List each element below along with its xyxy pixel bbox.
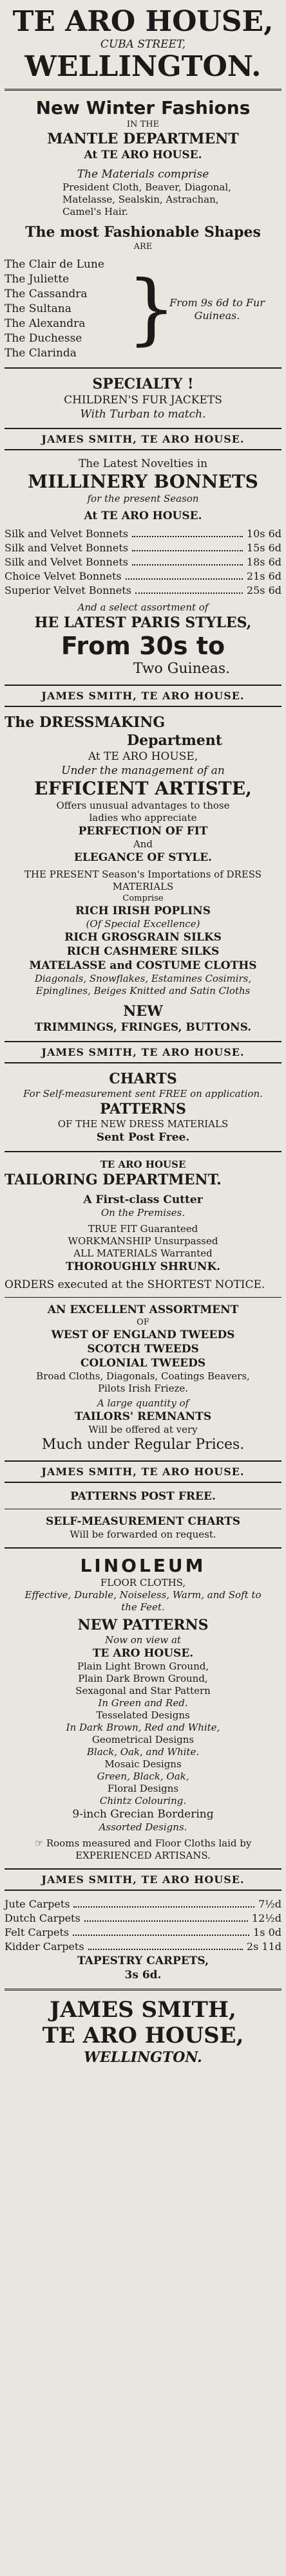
price-value: 21s 6d: [246, 570, 281, 582]
shape-item: The Juliette: [5, 273, 70, 286]
divider: [5, 1547, 281, 1549]
dress-l1: The DRESSMAKING: [5, 714, 166, 731]
signature-bar: JAMES SMITH, TE ARO HOUSE.: [5, 1041, 281, 1063]
winter-at: At TE ARO HOUSE.: [84, 149, 202, 161]
lino-l22: EXPERIENCED ARTISANS.: [75, 1850, 211, 1861]
lino-l13: Geometrical Designs: [91, 1734, 195, 1745]
tailor-l3: A First-class Cutter: [83, 1193, 203, 1206]
carpet-row: [5, 1897, 281, 1911]
lino-l8: Plain Dark Brown Ground,: [78, 1673, 208, 1684]
shape-item: The Cassandra: [5, 288, 88, 300]
advertisement-column: [5, 0, 281, 2066]
tailor-l2: TAILORING DEPARTMENT.: [5, 1172, 222, 1188]
charts-l3: PATTERNS: [100, 1101, 186, 1118]
shapes-price-range: From 9s 6d to Fur Guineas.: [169, 296, 265, 322]
winter-materials-intro: The Materials comprise: [77, 168, 209, 181]
tailor-l9: ORDERS executed at the SHORTEST NOTICE.: [5, 1278, 265, 1291]
tapestry-l2: 3s 6d.: [124, 1969, 162, 1982]
lino-l21: Rooms measured and Floor Cloths laid by: [46, 1837, 252, 1849]
masthead-city: WELLINGTON.: [24, 50, 262, 83]
price-value: 18s 6d: [246, 556, 281, 568]
charts-l1: CHARTS: [109, 1071, 177, 1087]
lino-l4: NEW PATTERNS: [77, 1617, 209, 1633]
patterns-post-section: [5, 1489, 281, 1541]
dressmaking-section: [5, 713, 281, 1035]
millinery-paris-styles: HE LATEST PARIS STYLES,: [34, 614, 252, 631]
divider: [5, 1151, 281, 1152]
winter-shapes-heading: The most Fashionable Shapes: [25, 224, 261, 241]
millinery-l2: MILLINERY BONNETS: [28, 471, 258, 492]
price-item: Choice Velvet Bonnets: [5, 570, 122, 582]
lino-l2: FLOOR CLOTHS,: [100, 1577, 186, 1588]
tailor-l13: SCOTCH TWEEDS: [87, 1343, 199, 1356]
shape-item: The Alexandra: [5, 317, 86, 330]
carpet-item: Jute Carpets: [5, 1898, 70, 1910]
divider: [5, 1297, 281, 1298]
price-item: Superior Velvet Bonnets: [5, 584, 131, 596]
price-row: [5, 555, 281, 569]
price-item: Silk and Velvet Bonnets: [5, 556, 128, 568]
divider: [5, 367, 281, 369]
carpet-price: 12½d: [251, 1912, 281, 1924]
dress-l7: PERFECTION OF FIT: [78, 825, 208, 838]
price-row: [5, 584, 281, 598]
millinery-price-list: [5, 527, 281, 598]
millinery-section: [5, 457, 281, 523]
tailor-l19: Much under Regular Prices.: [41, 1437, 245, 1453]
carpet-price: 2s 11d: [246, 1940, 281, 1953]
divider: [5, 89, 281, 91]
price-item: Silk and Velvet Bonnets: [5, 528, 128, 540]
lino-l19: 9-inch Grecian Bordering: [72, 1808, 214, 1821]
millinery-select: And a select assortment of: [77, 602, 209, 613]
tapestry-section: [5, 1954, 281, 1982]
tailor-l17: TAILORS' REMNANTS: [74, 1410, 212, 1423]
dress-l8: And: [133, 838, 153, 850]
dress-l13: (Of Special Excellence): [86, 918, 200, 930]
millinery-paris: [5, 602, 281, 678]
lino-l15: Mosaic Designs: [104, 1758, 182, 1770]
tailor-l4: On the Premises.: [100, 1207, 186, 1219]
specialty-line1: CHILDREN'S FUR JACKETS: [64, 394, 222, 407]
lino-l14: Black, Oak, and White.: [86, 1746, 200, 1758]
winter-fashions-section: [5, 97, 281, 252]
price-row: [5, 569, 281, 584]
carpet-item: Felt Carpets: [5, 1926, 70, 1938]
signature-bar: JAMES SMITH, TE ARO HOUSE.: [5, 1460, 281, 1483]
tailor-l10: AN EXCELLENT ASSORTMENT: [47, 1303, 239, 1316]
price-row: [5, 541, 281, 555]
dress-l11: Comprise: [122, 894, 164, 903]
price-value: 25s 6d: [246, 584, 281, 596]
lino-l1: LINOLEUM: [80, 1555, 206, 1576]
carpet-price: 7½d: [258, 1898, 281, 1910]
lino-l9: Sexagonal and Star Pattern: [75, 1685, 211, 1697]
millinery-l4: At TE ARO HOUSE.: [84, 510, 202, 522]
specialty-heading: SPECIALTY !: [92, 376, 194, 392]
millinery-two: Two Guineas.: [133, 661, 231, 677]
specialty-section: [5, 375, 281, 421]
millinery-l3: for the present Season: [87, 493, 199, 504]
winter-dept: MANTLE DEPARTMENT: [47, 131, 239, 147]
lino-l16: Green, Black, Oak,: [97, 1771, 189, 1782]
signature-bar: JAMES SMITH, TE ARO HOUSE.: [5, 428, 281, 450]
lino-l12: In Dark Brown, Red and White,: [66, 1722, 220, 1733]
divider: [5, 1989, 281, 1991]
dress-l3: At TE ARO HOUSE,: [88, 750, 198, 763]
price-value: 10s 6d: [246, 528, 281, 540]
carpet-price: 1s 0d: [253, 1926, 281, 1938]
tailor-l7: ALL MATERIALS Warranted: [73, 1247, 213, 1259]
carpet-item: Kidder Carpets: [5, 1940, 84, 1953]
charts-l5: Sent Post Free.: [96, 1131, 190, 1144]
lino-l5: Now on view at: [105, 1634, 181, 1646]
brace-icon: }: [127, 264, 176, 354]
dress-l12: RICH IRISH POPLINS: [75, 905, 211, 917]
dress-l19: TRIMMINGS, FRINGES, BUTTONS.: [34, 1021, 252, 1034]
dress-l5: EFFICIENT ARTISTE,: [34, 778, 252, 799]
carpet-item: Dutch Carpets: [5, 1912, 81, 1924]
tailor-l12: WEST OF ENGLAND TWEEDS: [51, 1329, 235, 1341]
dress-l6: Offers unusual advantages to those ladies who appreciate: [56, 800, 230, 823]
charts-l4: OF THE NEW DRESS MATERIALS: [57, 1118, 229, 1130]
tailor-l16: A large quantity of: [97, 1397, 189, 1409]
tailoring-section: [5, 1159, 281, 1454]
carpet-row: [5, 1940, 281, 1954]
dress-l16: MATELASSE and COSTUME CLOTHS: [29, 959, 257, 972]
footer-l2: TE ARO HOUSE,: [42, 2023, 244, 2048]
lino-l7: Plain Light Brown Ground,: [77, 1661, 209, 1672]
lino-l21-wrap: [5, 1837, 281, 1850]
tailor-l6: WORKMANSHIP Unsurpassed: [68, 1235, 218, 1247]
linoleum-section: [5, 1555, 281, 1862]
signature-bar: JAMES SMITH, TE ARO HOUSE.: [5, 1868, 281, 1891]
carpets-price-list: [5, 1897, 281, 1954]
winter-heading: New Winter Fashions: [35, 97, 251, 118]
millinery-l1: The Latest Novelties in: [78, 457, 208, 470]
winter-in-the: IN THE: [126, 120, 160, 129]
shapes-list: [5, 257, 127, 361]
dress-l2: Department: [127, 732, 222, 749]
specialty-line2: With Turban to match.: [80, 408, 206, 421]
charts-l2: For Self-measurement sent FREE on application.: [23, 1088, 263, 1099]
charts-section: [5, 1070, 281, 1145]
lino-l18: Chintz Colouring.: [99, 1795, 187, 1807]
patterns-l3: Will be forwarded on request.: [70, 1529, 216, 1540]
tailor-l15: Broad Cloths, Diagonals, Coatings Beavers, Pilots Irish Frieze.: [36, 1370, 250, 1394]
millinery-from: From 30s to: [61, 632, 225, 660]
masthead-street: CUBA STREET,: [100, 38, 186, 51]
price-value: 15s 6d: [246, 542, 281, 554]
tailor-l18: Will be offered at very: [88, 1424, 198, 1435]
price-item: Silk and Velvet Bonnets: [5, 542, 128, 554]
winter-are: ARE: [133, 242, 153, 252]
tailor-l14: COLONIAL TWEEDS: [80, 1357, 206, 1370]
lino-l6: TE ARO HOUSE.: [92, 1647, 194, 1660]
footer: [5, 1997, 281, 2066]
patterns-l2: SELF-MEASUREMENT CHARTS: [45, 1515, 241, 1528]
shapes-block: [5, 257, 281, 361]
carpet-row: [5, 1926, 281, 1940]
dress-l14: RICH GROSGRAIN SILKS: [64, 931, 222, 944]
tailor-l5: TRUE FIT Guaranteed: [88, 1223, 198, 1235]
carpet-row: [5, 1911, 281, 1926]
lino-l11: Tesselated Designs: [96, 1709, 190, 1721]
dress-l4: Under the management of an: [61, 764, 225, 777]
tapestry-l1: TAPESTRY CARPETS,: [77, 1955, 209, 1967]
price-row: [5, 527, 281, 541]
dress-l15: RICH CASHMERE SILKS: [66, 945, 220, 958]
tailor-l1: TE ARO HOUSE: [100, 1159, 186, 1170]
masthead-title: TE ARO HOUSE,: [12, 5, 274, 38]
footer-l1: JAMES SMITH,: [50, 1997, 236, 2023]
masthead: [5, 6, 281, 82]
dress-l18: NEW: [123, 1003, 163, 1020]
signature-bar: JAMES SMITH, TE ARO HOUSE.: [5, 685, 281, 707]
winter-materials: President Cloth, Beaver, Diagonal, Matelasse, Sealskin, Astrachan, Camel's Hair.: [62, 181, 231, 217]
tailor-l8: THOROUGHLY SHRUNK.: [65, 1260, 221, 1273]
footer-l3: WELLINGTON.: [84, 2049, 202, 2066]
shape-item: The Clarinda: [5, 347, 77, 360]
patterns-l1: PATTERNS POST FREE.: [70, 1490, 216, 1503]
pointing-hand-icon: ☞: [34, 1837, 46, 1849]
shape-item: The Clair de Lune: [5, 258, 104, 271]
lino-l10: In Green and Red.: [98, 1697, 188, 1709]
tailor-l11: OF: [137, 1318, 149, 1327]
shape-item: The Duchesse: [5, 332, 82, 345]
lino-l20: Assorted Designs.: [99, 1821, 187, 1833]
dress-l10: THE PRESENT Season's Importations of DRESS MATERIALS: [24, 869, 262, 892]
dress-l17: Diagonals, Snowflakes, Estamines Cosimirs, Epinglines, Beiges Knitted and Satin Cloths: [34, 973, 252, 997]
shape-item: The Sultana: [5, 302, 72, 315]
lino-l17: Floral Designs: [107, 1783, 179, 1794]
lino-l3: Effective, Durable, Noiseless, Warm, and Soft to the Feet.: [24, 1589, 262, 1613]
dress-l9: ELEGANCE OF STYLE.: [73, 851, 213, 864]
